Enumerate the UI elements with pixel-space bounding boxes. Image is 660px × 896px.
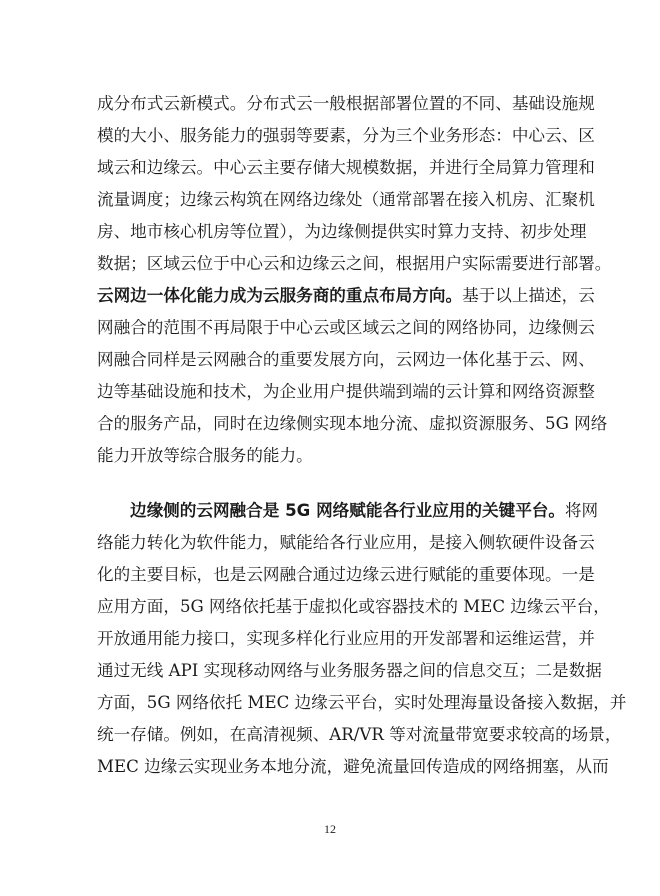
paragraph-3-line: 开放通用能力接口，实现多样化行业应用的开发部署和运维运营，并: [97, 629, 595, 648]
paragraph-2-line: 网融合同样是云网融合的重要发展方向，云网边一体化基于云、网、: [97, 350, 595, 369]
paragraph-1-line: 成分布式云新模式。分布式云一般根据部署位置的不同、基础设施规: [97, 94, 595, 113]
paragraph-3-line: 通过无线 API 实现移动网络与业务服务器之间的信息交互；二是数据: [97, 661, 602, 680]
paragraph-3-line: 应用方面，5G 网络依托基于虚拟化或容器技术的 MEC 边缘云平台，: [97, 597, 610, 616]
paragraph-1-line: 数据；区域云位于中心云和边缘云之间，根据用户实际需要进行部署。: [97, 254, 612, 273]
paragraph-3-line: 统一存储。例如，在高清视频、AR/VR 等对流量带宽要求较高的场景，: [97, 725, 622, 744]
page-number: 12: [324, 822, 336, 836]
paragraph-1-line: 流量调度；边缘云构筑在网络边缘处（通常部署在接入机房、汇聚机: [97, 190, 595, 209]
paragraph-3-line: 化的主要目标，也是云网融合通过边缘云进行赋能的重要体现。一是: [97, 565, 595, 584]
paragraph-3-line: MEC 边缘云实现业务本地分流，避免流量回传造成的网络拥塞，从而: [97, 757, 609, 776]
paragraph-3-first-line: [97, 495, 599, 527]
paragraph-2-line: 网融合的范围不再局限于中心云或区域云之间的网络协同，边缘侧云: [97, 318, 595, 337]
paragraph-1-line: 房、地市核心机房等位置），为边缘侧提供实时算力支持、初步处理: [97, 222, 587, 241]
paragraph-3-bold-lead: 边缘侧的云网融合是 5G 网络赋能各行业应用的关键平台。: [130, 501, 565, 520]
paragraph-1-line: 模的大小、服务能力的强弱等要素，分为三个业务形态：中心云、区: [97, 126, 595, 145]
paragraph-3-line-rest: 将网: [564, 501, 599, 520]
paragraph-1-line: 域云和边缘云。中心云主要存储大规模数据，并进行全局算力管理和: [97, 158, 595, 177]
text-block-lower: [97, 495, 627, 783]
paragraph-2-line-rest: 基于以上描述，云: [462, 286, 595, 305]
paragraph-3-line: 方面，5G 网络依托 MEC 边缘云平台，实时处理海量设备接入数据，并: [97, 693, 627, 712]
paragraph-2-line: 边等基础设施和技术，为企业用户提供端到端的云计算和网络资源整: [97, 382, 595, 401]
text-block-upper: [97, 88, 612, 472]
paragraph-2-line: 合的服务产品，同时在边缘侧实现本地分流、虚拟资源服务、5G 网络: [97, 414, 608, 433]
paragraph-2-line: 能力开放等综合服务的能力。: [97, 446, 313, 465]
paragraph-3-line: 络能力转化为软件能力，赋能给各行业应用，是接入侧软硬件设备云: [97, 533, 595, 552]
paragraph-2-first-line: [97, 280, 595, 312]
paragraph-2-bold-lead: 云网边一体化能力成为云服务商的重点布局方向。: [97, 286, 463, 305]
